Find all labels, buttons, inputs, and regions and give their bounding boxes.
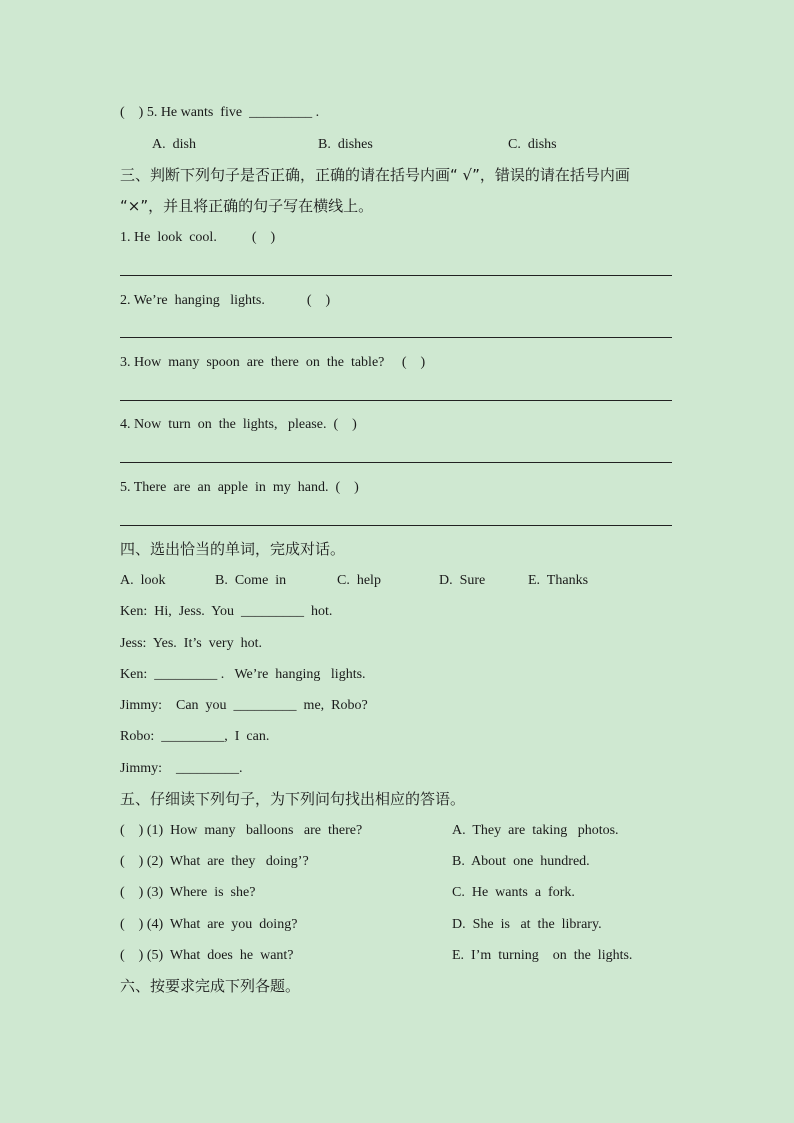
option-b: B. dishes xyxy=(318,137,373,152)
match-answer-d: D. She is at the library. xyxy=(452,917,602,932)
dialogue-line-2: Jess: Yes. It’s very hot. xyxy=(120,636,262,651)
question-5: ( ) 5. He wants five _________ . xyxy=(120,105,320,120)
answer-line-1 xyxy=(120,275,672,276)
dialogue-line-3: Ken: _________ . We’re hanging lights. xyxy=(120,667,366,682)
word-option-e: E. Thanks xyxy=(528,573,589,588)
match-question-4: ( ) (4) What are you doing? xyxy=(120,917,298,932)
option-c: C. dishs xyxy=(508,137,557,152)
dialogue-line-6: Jimmy: _________. xyxy=(120,761,243,776)
word-option-c: C. help xyxy=(337,573,381,588)
answer-line-3 xyxy=(120,400,672,401)
word-option-b: B. Come in xyxy=(215,573,287,588)
section-3-heading-line-1: 三、判断下列句子是否正确，正确的请在括号内画“ √”，错误的请在括号内画 xyxy=(120,166,630,184)
option-a: A. dish xyxy=(152,137,196,152)
match-answer-b: B. About one hundred. xyxy=(452,854,590,869)
match-question-1: ( ) (1) How many balloons are there? xyxy=(120,823,363,838)
answer-line-5 xyxy=(120,525,672,526)
judge-item-3: 3. How many spoon are there on the table? ( ) xyxy=(120,355,426,370)
judge-item-2: 2. We’re hanging lights. ( ) xyxy=(120,293,331,308)
section-6-heading: 六、按要求完成下列各题。 xyxy=(120,977,301,995)
dialogue-line-1: Ken: Hi, Jess. You _________ hot. xyxy=(120,604,333,619)
section-3-heading-line-2: “×”，并且将正确的句子写在横线上。 xyxy=(120,197,374,215)
judge-item-1: 1. He look cool. ( ) xyxy=(120,230,276,245)
match-question-3: ( ) (3) Where is she? xyxy=(120,885,256,900)
match-answer-c: C. He wants a fork. xyxy=(452,885,575,900)
answer-line-2 xyxy=(120,337,672,338)
section-5-heading: 五、仔细读下列句子，为下列问句找出相应的答语。 xyxy=(120,790,466,808)
judge-item-5: 5. There are an apple in my hand. ( ) xyxy=(120,480,359,495)
match-answer-e: E. I’m turning on the lights. xyxy=(452,948,633,963)
word-option-a: A. look xyxy=(120,573,166,588)
match-question-2: ( ) (2) What are they doing’? xyxy=(120,854,309,869)
dialogue-line-5: Robo: _________, I can. xyxy=(120,729,270,744)
match-answer-a: A. They are taking photos. xyxy=(452,823,619,838)
word-option-d: D. Sure xyxy=(439,573,486,588)
judge-item-4: 4. Now turn on the lights, please. ( ) xyxy=(120,417,357,432)
answer-line-4 xyxy=(120,462,672,463)
dialogue-line-4: Jimmy: Can you _________ me, Robo? xyxy=(120,698,368,713)
section-4-heading: 四、选出恰当的单词，完成对话。 xyxy=(120,540,346,558)
match-question-5: ( ) (5) What does he want? xyxy=(120,948,294,963)
